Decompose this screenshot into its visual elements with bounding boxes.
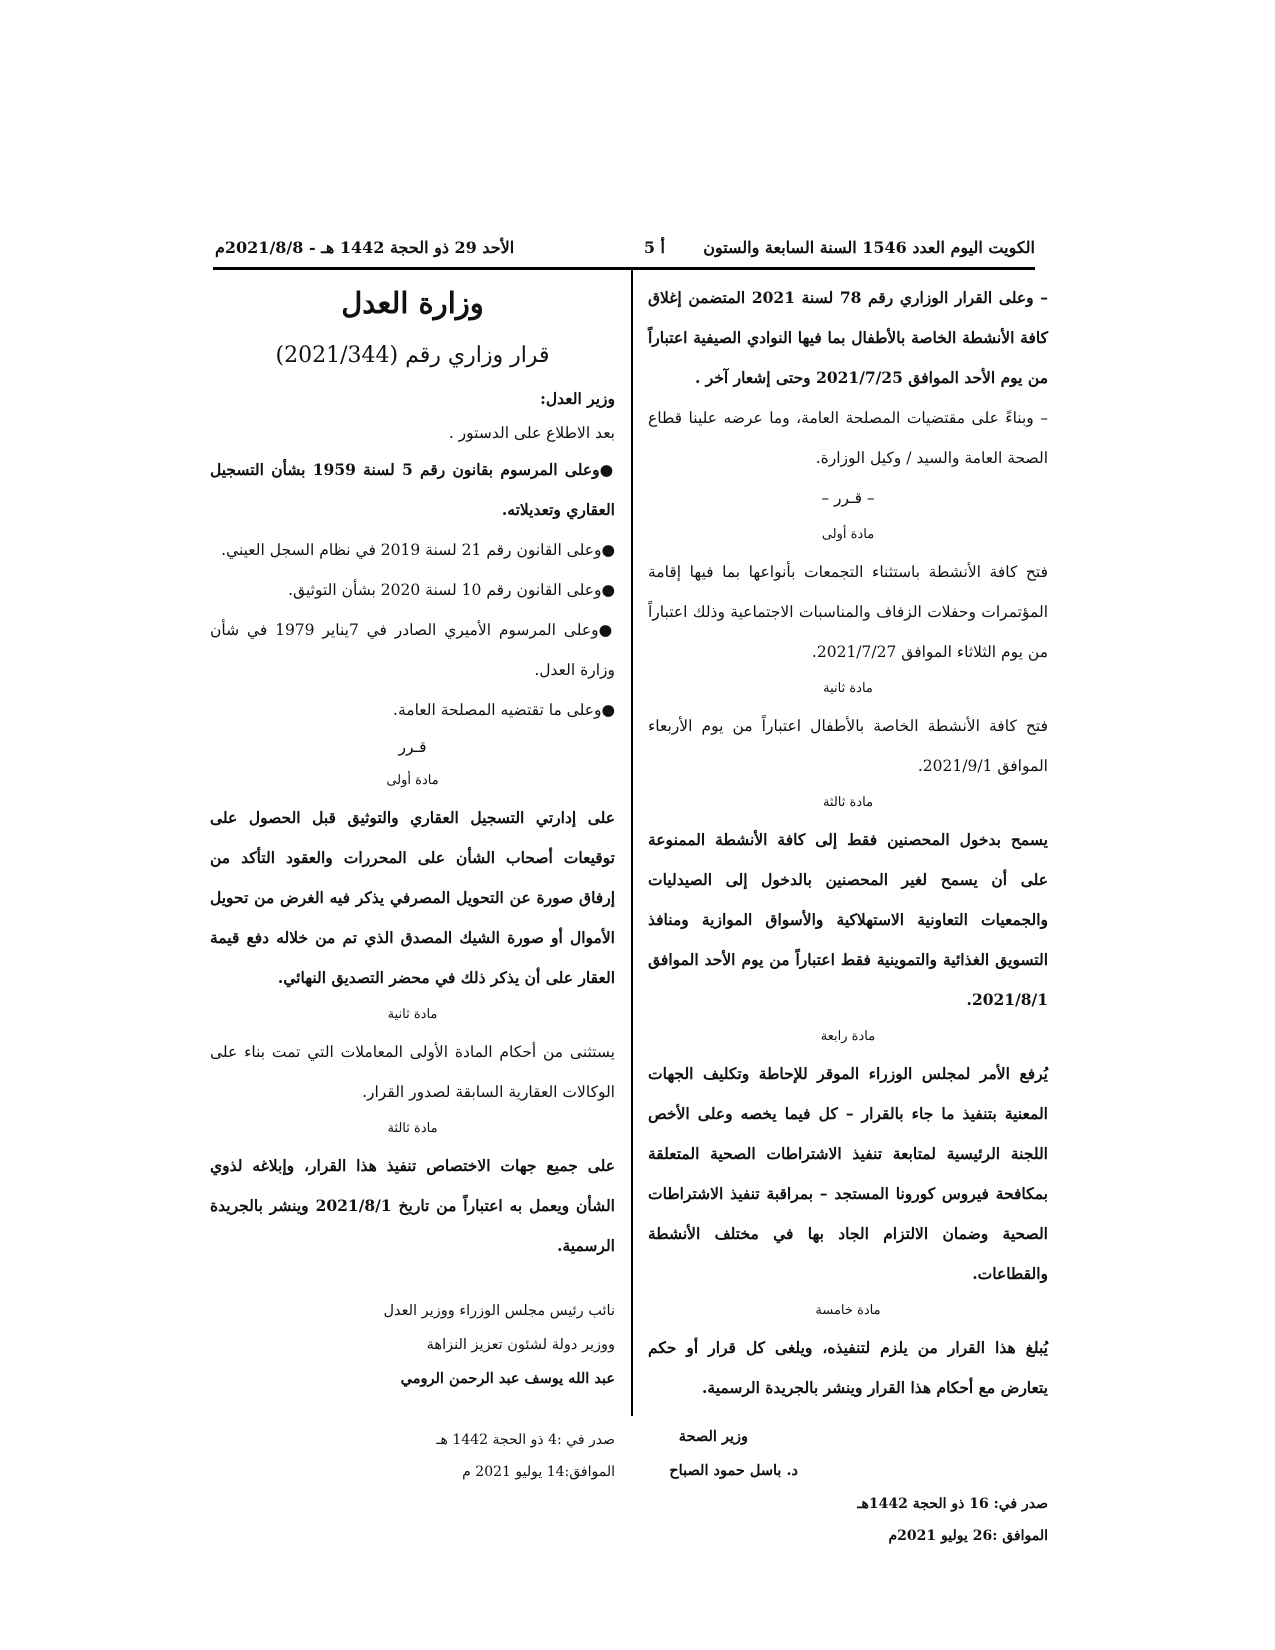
article-text: يسمح بدخول المحصنين فقط إلى كافة الأنشطة الممنوعة على أن يسمح لغير المحصنين بالدخول إلى الصيدليات والجمعيات التعاونية الاستهلاكية والأسواق الموازية ومنافذ التسويق الغذائية والتموينية فقط اعتباراً من يوم الأحد الموافق 2021/8/1.: [648, 830, 1048, 1009]
article-text: فتح كافة الأنشطة الخاصة بالأطفال اعتباراً من يوم الأربعاء الموافق 2021/9/1.: [648, 717, 1048, 775]
ministry-title: وزارة العدل: [341, 286, 484, 320]
minister-name: د. باسل حمود الصباح: [669, 1462, 798, 1479]
header-page-number: أ 5: [643, 238, 665, 257]
article-title: مادة رابعة: [820, 1029, 876, 1044]
minister-label: وزير العدل:: [540, 389, 615, 408]
article-text: على إدارتي التسجيل العقاري والتوثيق قبل الحصول على توقيعات أصحاب الشأن على المحررات والعقود التأكد من إرفاق صورة عن التحويل المصرفي يذكر فيه الغرض من تحويل الأموال أو صورة الشيك المصدق الذي تم من خلاله دفع قيمة العقار على أن يذكر ذلك في محضر التصديق النهائي.: [210, 808, 615, 987]
issued-date-gregorian: الموافق :26 يوليو 2021م: [888, 1528, 1048, 1544]
signatory-title: ووزير دولة لشئون تعزيز النزاهة: [426, 1337, 615, 1353]
bullet-text: وعلى المرسوم الأميري الصادر في 7يناير 1979 في شأن وزارة العدل.: [210, 621, 615, 679]
article-title: مادة خامسة: [815, 1303, 881, 1318]
article-title: مادة أولى: [821, 527, 875, 542]
decided-heading: – قـرر –: [821, 489, 875, 507]
bullet-text: وعلى القانون رقم 10 لسنة 2020 بشأن التوثيق.: [288, 581, 602, 599]
article-title: مادة ثانية: [387, 1007, 438, 1022]
bullet-icon: ●: [601, 700, 615, 719]
health-decision-column: [648, 278, 1048, 1552]
decided-heading: قـرر: [398, 738, 427, 756]
bullet-item: [210, 530, 615, 570]
bullet-icon: ●: [598, 620, 615, 639]
article-title: مادة ثالثة: [822, 795, 874, 810]
minister-title: وزير الصحة: [678, 1428, 748, 1445]
bullet-item: [210, 570, 615, 610]
issued-date-hijri: صدر في :4 ذو الحجة 1442 هـ: [436, 1432, 615, 1448]
article-text: فتح كافة الأنشطة باستثناء التجمعات بأنواعها بما فيها إقامة المؤتمرات وحفلات الزفاف والمناسبات الاجتماعية وذلك اعتباراً من يوم الثلاثاء الموافق 2021/7/27.: [648, 563, 1048, 661]
column-divider: [631, 270, 633, 1416]
signatory-name: عبد الله يوسف عبد الرحمن الرومي: [400, 1370, 615, 1387]
article-text: على جميع جهات الاختصاص تنفيذ هذا القرار، وإبلاغه لذوي الشأن ويعمل به اعتباراً من تاريخ 2021/8/1 وينشر بالجريدة الرسمية.: [210, 1156, 615, 1255]
article-title: مادة ثالثة: [387, 1121, 438, 1136]
bullet-text: وعلى القانون رقم 21 لسنة 2019 في نظام السجل العيني.: [221, 541, 602, 559]
header-divider: [213, 267, 1035, 270]
bullet-icon: ●: [601, 540, 615, 559]
signatory-title: نائب رئيس مجلس الوزراء ووزير العدل: [383, 1303, 615, 1319]
bullet-icon: ●: [599, 460, 615, 479]
page-header: [215, 238, 1035, 264]
issued-date-hijri: صدر في: 16 ذو الحجة 1442هـ: [857, 1496, 1048, 1512]
decision-title: قرار وزاري رقم (2021/344): [275, 343, 550, 368]
article-text: يستثنى من أحكام المادة الأولى المعاملات التي تمت بناء على الوكالات العقارية السابقة لصدور القرار.: [210, 1043, 615, 1101]
article-title: مادة ثانية: [823, 681, 873, 696]
preamble-paragraph: – وعلى القرار الوزاري رقم 78 لسنة 2021 المتضمن إغلاق كافة الأنشطة الخاصة بالأطفال بما فيها النوادي الصيفية اعتباراً من يوم الأحد الموافق 2021/7/25 وحتى إشعار آخر .: [648, 288, 1048, 387]
bullet-text: وعلى ما تقتضيه المصلحة العامة.: [393, 701, 602, 719]
issued-date-gregorian: الموافق:14 يوليو 2021 م: [462, 1464, 615, 1480]
bullet-item: [210, 610, 615, 690]
justice-decision-column: [210, 278, 615, 1488]
intro-line: بعد الاطلاع على الدستور .: [448, 424, 615, 442]
article-title: مادة أولى: [386, 773, 439, 788]
bullet-item: [210, 690, 615, 730]
bullet-text: وعلى المرسوم بقانون رقم 5 لسنة 1959 بشأن التسجيل العقاري وتعديلاته.: [210, 460, 615, 519]
header-date: الأحد 29 ذو الحجة 1442 هـ - 2021/8/8م: [215, 238, 515, 257]
header-issue-info: الكويت اليوم العدد 1546 السنة السابعة والستون: [703, 238, 1035, 257]
bullet-item: [210, 450, 615, 530]
preamble-paragraph: – وبناءً على مقتضيات المصلحة العامة، وما عرضه علينا قطاع الصحة العامة والسيد / وكيل الوزارة.: [648, 409, 1048, 467]
article-text: يُبلغ هذا القرار من يلزم لتنفيذه، ويلغى كل قرار أو حكم يتعارض مع أحكام هذا القرار وينشر بالجريدة الرسمية.: [648, 1338, 1048, 1397]
article-text: يُرفع الأمر لمجلس الوزراء الموقر للإحاطة وتكليف الجهات المعنية بتنفيذ ما جاء بالقرار – كل فيما يخصه وعلى الأخص اللجنة الرئيسية لمتابعة تنفيذ الاشتراطات الصحية المتعلقة بمكافحة فيروس كورونا المستجد – بمراقبة تنفيذ الاشتراطات الصحية وضمان الالتزام الجاد بها في مختلف الأنشطة والقطاعات.: [648, 1064, 1048, 1283]
bullet-icon: ●: [601, 580, 615, 599]
